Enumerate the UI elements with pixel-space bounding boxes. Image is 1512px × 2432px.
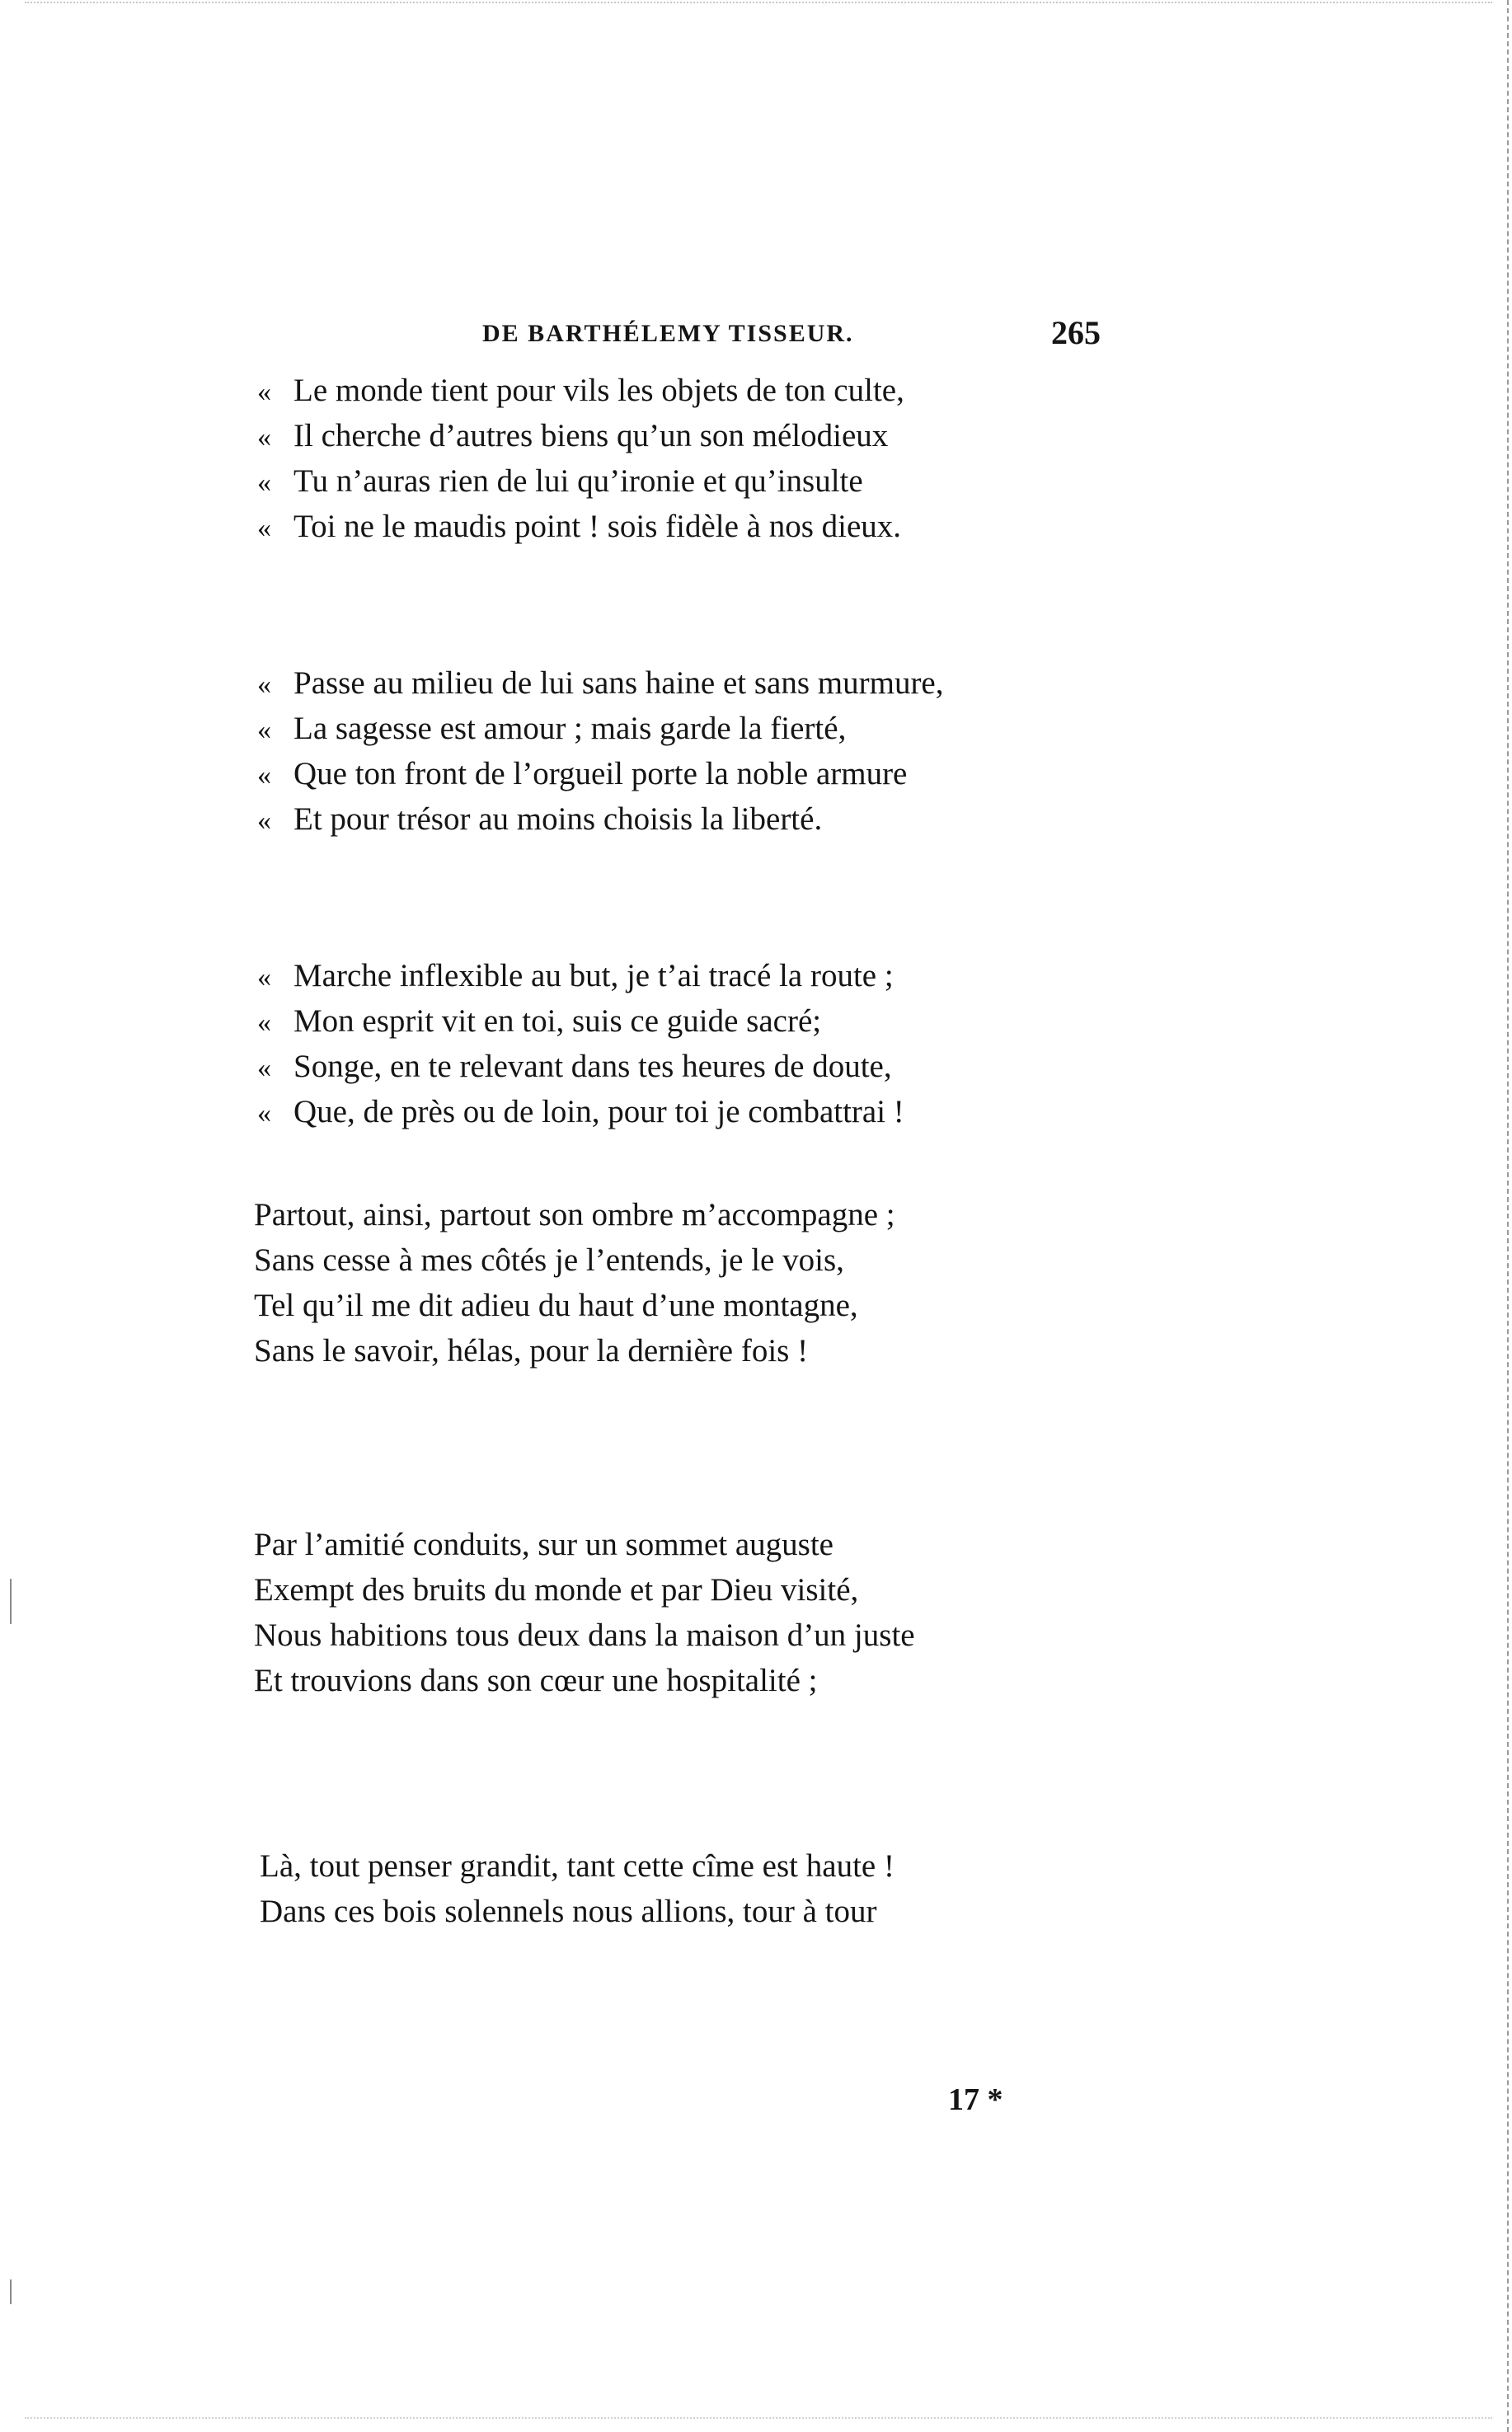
running-title: DE BARTHÉLEMY TISSEUR.: [482, 320, 854, 347]
scan-edge-bottom: [25, 2417, 1492, 2421]
verse-line: [254, 1286, 858, 1326]
quote-mark: «: [257, 962, 271, 993]
verse-line: [254, 1661, 818, 1701]
quote-mark: «: [257, 1053, 271, 1083]
verse-text: Et trouvions dans son cœur une hospitalité ;: [254, 1663, 818, 1698]
quote-mark: «: [257, 669, 271, 700]
verse-line: [257, 1092, 904, 1134]
scan-edge-top: [25, 2, 1492, 6]
verse-text: Nous habitions tous deux dans la maison d’un juste: [254, 1617, 915, 1653]
running-header: [0, 313, 1512, 363]
verse-line: [257, 1047, 892, 1088]
scan-edge-left-mark: [10, 1579, 12, 1624]
verse-text: Dans ces bois solennels nous allions, tour à tour: [260, 1894, 877, 1929]
printer-signature: 17 *: [948, 2082, 1003, 2117]
verse-line: [257, 800, 822, 841]
verse-line: [257, 956, 894, 998]
verse-line: [254, 1331, 808, 1371]
verse-line: [257, 754, 907, 796]
verse-line: [257, 371, 904, 412]
verse-line: [254, 1616, 915, 1655]
verse-text: Mon esprit vit en toi, suis ce guide sacré;: [293, 1003, 822, 1039]
verse-text: Tel qu’il me dit adieu du haut d’une montagne,: [254, 1288, 858, 1323]
verse-line: [257, 416, 888, 458]
verse-text: Marche inflexible au but, je t’ai tracé la route ;: [293, 958, 894, 993]
verse-line: [257, 709, 846, 750]
verse-line: [260, 1847, 895, 1886]
verse-text: Le monde tient pour vils les objets de ton culte,: [293, 373, 904, 408]
verse-text: Par l’amitié conduits, sur un sommet auguste: [254, 1527, 833, 1562]
verse-text: Toi ne le maudis point ! sois fidèle à nos dieux.: [293, 509, 902, 544]
verse-line: [257, 462, 863, 503]
verse-text: Exempt des bruits du monde et par Dieu visité,: [254, 1572, 859, 1608]
verse-line: [257, 664, 944, 705]
verse-text: Tu n’auras rien de lui qu’ironie et qu’insulte: [293, 463, 863, 499]
verse-line: [260, 1892, 876, 1932]
quote-mark: «: [257, 1098, 271, 1129]
quote-mark: «: [257, 805, 271, 836]
quote-mark: «: [257, 467, 271, 498]
verse-text: Songe, en te relevant dans tes heures de doute,: [293, 1049, 892, 1084]
verse-text: Là, tout penser grandit, tant cette cîme est haute !: [260, 1848, 895, 1884]
verse-line: [254, 1525, 833, 1565]
verse-line: [254, 1195, 895, 1235]
verse-text: La sagesse est amour ; mais garde la fierté,: [293, 711, 847, 746]
verse-text: Il cherche d’autres biens qu’un son mélodieux: [293, 418, 889, 453]
quote-mark: «: [257, 760, 271, 791]
verse-text: Et pour trésor au moins choisis la liberté.: [293, 801, 823, 837]
verse-text: Sans le savoir, hélas, pour la dernière fois !: [254, 1333, 809, 1369]
quote-mark: «: [257, 1007, 271, 1038]
verse-line: [257, 507, 901, 548]
scan-edge-left-mark: [10, 2279, 12, 2304]
verse-text: Que ton front de l’orgueil porte la noble armure: [293, 756, 908, 791]
verse-text: Passe au milieu de lui sans haine et sans murmure,: [293, 665, 944, 701]
quote-mark: «: [257, 513, 271, 543]
verse-text: Que, de près ou de loin, pour toi je combattrai !: [293, 1094, 904, 1129]
quote-mark: «: [257, 377, 271, 407]
verse-line: [257, 1002, 821, 1043]
quote-mark: «: [257, 715, 271, 745]
page-number: 265: [1051, 314, 1101, 351]
verse-line: [254, 1241, 844, 1280]
verse-text: Partout, ainsi, partout son ombre m’accompagne ;: [254, 1197, 895, 1232]
verse-text: Sans cesse à mes côtés je l’entends, je le vois,: [254, 1242, 844, 1278]
verse-line: [254, 1570, 858, 1610]
quote-mark: «: [257, 422, 271, 453]
scan-edge-right: [1507, 0, 1510, 2432]
